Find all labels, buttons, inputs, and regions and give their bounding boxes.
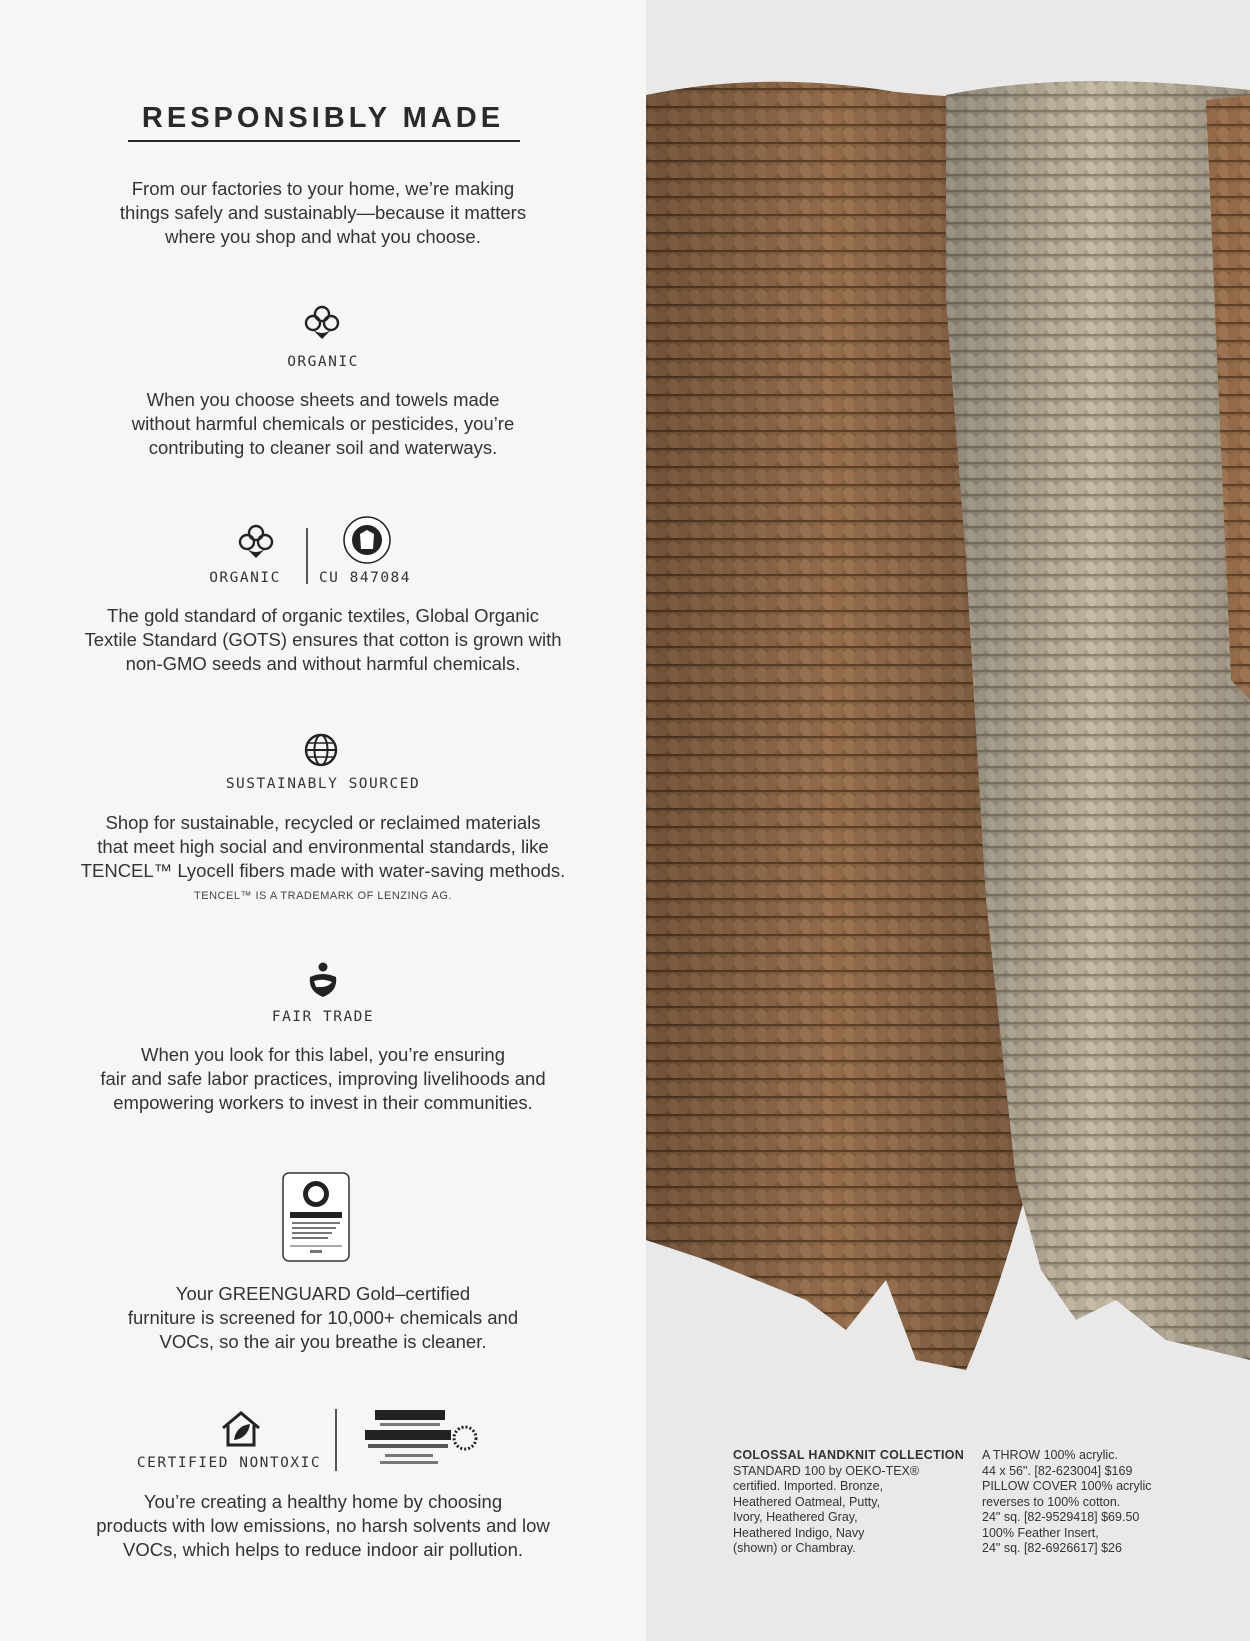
organic-label: ORGANIC [287,354,359,370]
product-photo [646,0,1250,1641]
organic-text: When you choose sheets and towels made without harmful chemicals or pesticides, you’re contributing to cleaner soil and waterways. [131,389,515,458]
cotton-icon [302,303,342,343]
nontoxic-text: You’re creating a healthy home by choosing products with low emissions, no harsh solvents and low VOCs, which helps to reduce indoor air pollution. [96,1491,550,1560]
house-leaf-icon [220,1410,262,1448]
globe-icon [303,732,339,768]
gots-text: The gold standard of organic textiles, Global Organic Textile Standard (GOTS) ensures that cotton is grown with non-GMO seeds and without harmful chemicals. [84,605,562,674]
product-caption-right: A THROW 100% acrylic. 44 x 56". [82-623004] $169 PILLOW COVER 100% acrylic reverses to 100% cotton. 24" sq. [82-9529418] $69.50 100% Feather Insert, 24" sq. [82-6926617] $26 [982,1448,1152,1555]
gots-cert-code: CU 847084 [318,570,412,586]
greenguard-badge-icon [282,1172,350,1262]
fair-trade-label: FAIR TRADE [271,1009,375,1025]
product-caption-left: COLOSSAL HANDKNIT COLLECTION STANDARD 100 by OEKO-TEX® certified. Imported. Bronze, Heathered Oatmeal, Putty, Ivory, Heathered Gray, Heathered Indigo, Navy (shown) or Chambray. [733,1448,965,1555]
gots-seal-icon [342,515,392,565]
cotton-icon [236,522,276,562]
knit-throw-image [646,0,1250,1641]
title-underline [128,140,520,142]
intro-text: From our factories to your home, we’re making things safely and sustainably—because it matters where you shop and what you choose. [119,178,527,247]
sustainable-label: SUSTAINABLY SOURCED [225,776,421,792]
tencel-footnote: TENCEL™ IS A TRADEMARK OF LENZING AG. [194,890,452,902]
sustainable-text: Shop for sustainable, recycled or reclaimed materials that meet high social and environmental standards, like TENCEL™ Lyocell fibers made with water-saving methods. [80,812,566,881]
nontoxic-label: CERTIFIED NONTOXIC [136,1455,322,1471]
greenguard-text: Your GREENGUARD Gold–certified furniture is screened for 10,000+ chemicals and VOCs, so the air you breathe is cleaner. [127,1283,519,1352]
fair-trade-icon [306,961,340,1001]
page-title: RESPONSIBLY MADE [141,102,505,134]
photo-marker: A [858,1288,866,1300]
gots-organic-label: ORGANIC [209,570,281,586]
fair-trade-text: When you look for this label, you’re ensuring fair and safe labor practices, improving livelihoods and empowering workers to invest in their communities. [100,1044,546,1113]
